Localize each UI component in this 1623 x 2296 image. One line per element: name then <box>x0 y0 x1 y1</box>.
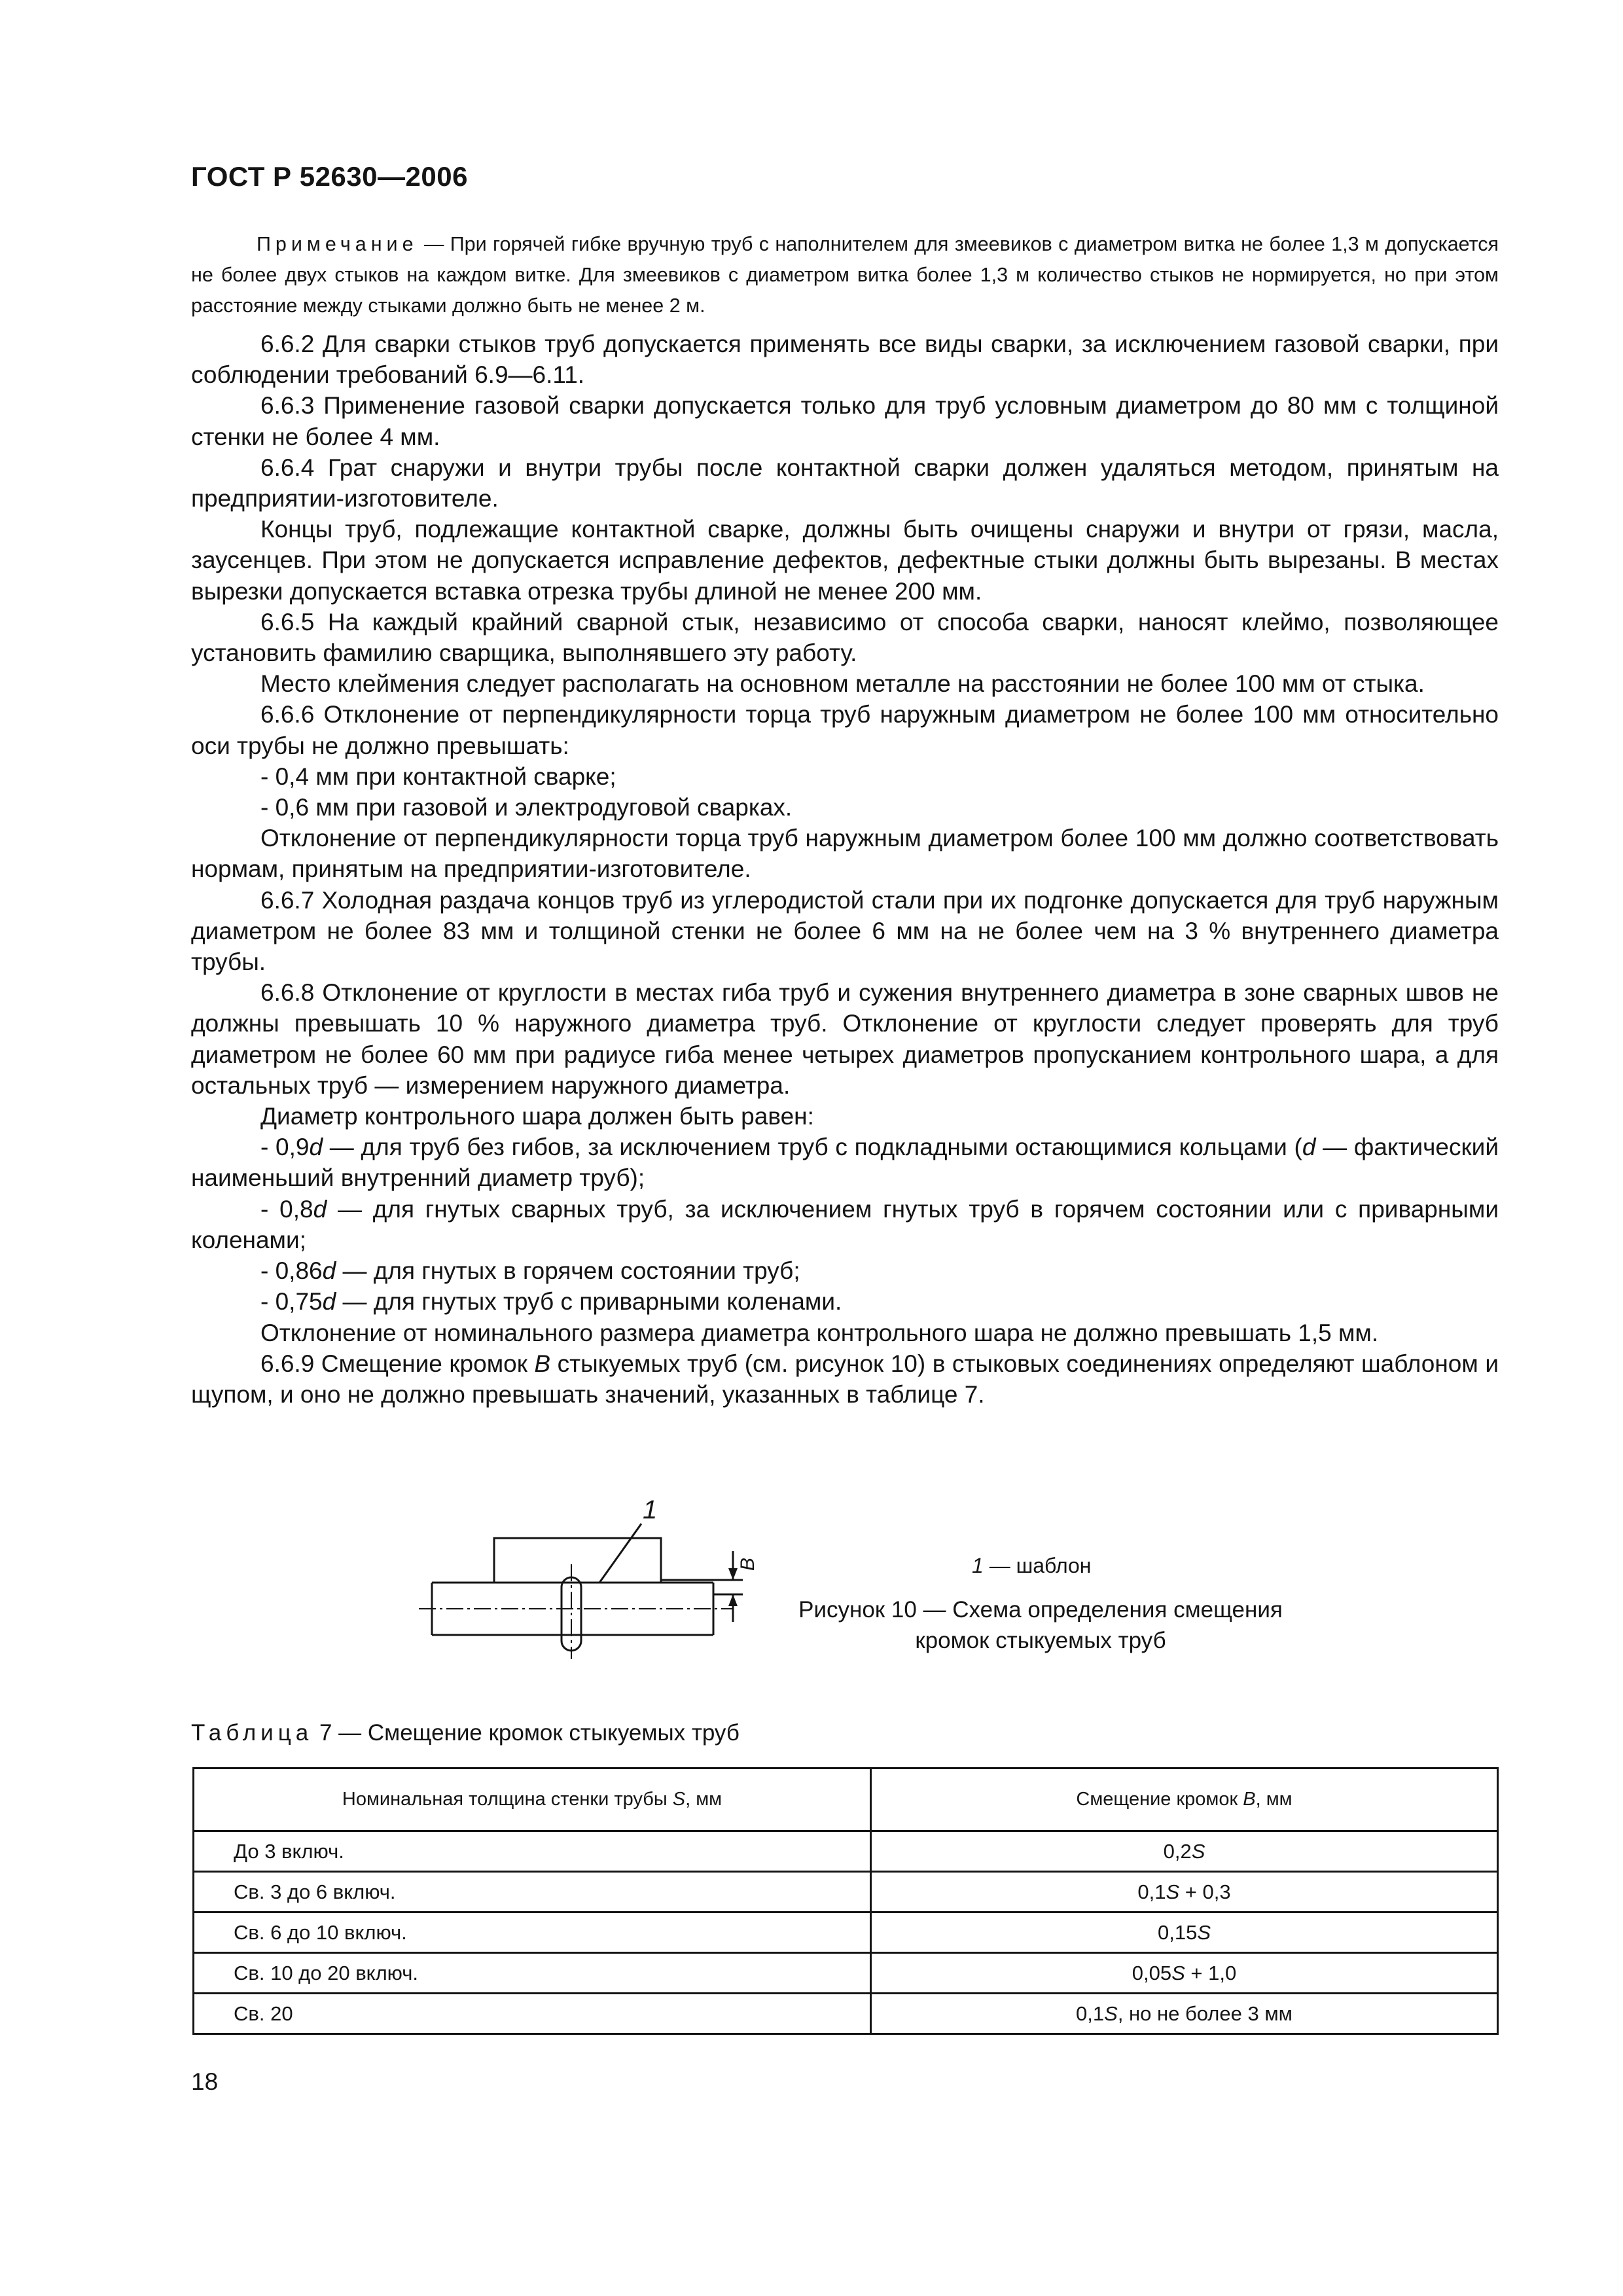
paragraph: 6.6.8 Отклонение от круглости в местах гиба труб и сужения внутреннего диаметра в зоне сварных швов не должны превышать 10 % наружного диаметра труб. Отклонение от круглости следует проверять для труб диаметром не более 60 мм при радиусе гиба менее четырех диаметров пропусканием контрольного шара, а для остальных труб — измерением наружного диаметра. <box>191 979 1499 1099</box>
body-text <box>191 329 1499 1410</box>
cell-thickness: Св. 20 <box>194 1994 871 2034</box>
table-row <box>194 1872 1498 1912</box>
table-row <box>194 1912 1498 1953</box>
cell-offset: 0,1S, но не более 3 мм <box>871 1994 1498 2034</box>
table-header-row <box>194 1768 1498 1831</box>
paragraph: 6.6.2 Для сварки стыков труб допускается применять все виды сварки, за исключением газовой сварки, при соблюдении требований 6.9—6.11. <box>191 331 1499 389</box>
cell-offset: 0,15S <box>871 1912 1498 1953</box>
cell-offset: 0,2S <box>871 1831 1498 1872</box>
paragraph: Место клеймения следует располагать на основном металле на расстоянии не более 100 мм от стыка. <box>260 670 1425 698</box>
paragraph: 6.6.5 На каждый крайний сварной стык, независимо от способа сварки, наносят клеймо, позволяющее установить фамилию сварщика, выполнявшего эту работу. <box>191 608 1499 667</box>
dimension-label-b: B <box>737 1557 758 1571</box>
dimension-arrow <box>728 1594 738 1606</box>
cell-thickness: Св. 3 до 6 включ. <box>194 1872 871 1912</box>
cell-thickness: До 3 включ. <box>194 1831 871 1872</box>
cell-thickness: Св. 10 до 20 включ. <box>194 1953 871 1994</box>
figure-legend: 1 — шаблон <box>972 1554 1092 1577</box>
paragraph: 6.6.6 Отклонение от перпендикулярности торца труб наружным диаметром не более 100 мм относительно оси трубы не должно превышать: <box>191 701 1499 759</box>
list-item: - 0,6 мм при газовой и электродуговой сварках. <box>260 794 793 821</box>
callout-leader <box>599 1524 641 1583</box>
note-block <box>191 229 1499 321</box>
list-item: - 0,4 мм при контактной сварке; <box>260 762 616 790</box>
table-title: Таблица 7 — Смещение кромок стыкуемых труб <box>191 1720 740 1746</box>
paragraph: 6.6.4 Грат снаружи и внутри трубы после контактной сварки должен удаляться методом, принятым на предприятии-изготовителе. <box>191 454 1499 512</box>
dimension-arrow <box>728 1568 738 1580</box>
figure-callout-1: 1 <box>643 1496 658 1524</box>
list-item: - 0,75d — для гнутых труб с приварными коленами. <box>260 1288 842 1316</box>
paragraph: Диаметр контрольного шара должен быть равен: <box>260 1103 814 1130</box>
pipe-template-diagram <box>406 1473 772 1662</box>
document-header: ГОСТ Р 52630—2006 <box>191 161 468 192</box>
paragraph: 6.6.7 Холодная раздача концов труб из углеродистой стали при их подгонке допускается для труб наружным диаметром не более 83 мм и толщиной стенки не более 6 мм на не более чем на 3 % внутреннего диаметра трубы. <box>191 886 1499 976</box>
list-item: - 0,8d — для гнутых сварных труб, за исключением гнутых труб в горячем состоянии или с приварными коленами; <box>191 1195 1499 1253</box>
table-row <box>194 1994 1498 2034</box>
list-item: - 0,86d — для гнутых в горячем состоянии труб; <box>260 1257 800 1285</box>
cell-offset: 0,1S + 0,3 <box>871 1872 1498 1912</box>
note-text: — При горячей гибке вручную труб с наполнителем для змеевиков с диаметром витка не более 1,3 м допускается не более двух стыков на каждом витке. Для змеевиков с диаметром витка более 1,3 м количество стыков не нормируется, но при этом расстояние между стыками должно быть не менее 2 м. <box>191 233 1499 317</box>
offset-table <box>192 1767 1499 2035</box>
paragraph: Концы труб, подлежащие контактной сварке, должны быть очищены снаружи и внутри от грязи, масла, заусенцев. При этом не допускается исправление дефектов, дефектные стыки должны быть вырезаны. В местах вырезки допускается вставка отрезка трубы длиной не менее 200 мм. <box>191 516 1499 605</box>
note-label: Примечание <box>257 233 418 255</box>
paragraph: Отклонение от номинального размера диаметра контрольного шара не должно превышать 1,5 мм. <box>260 1319 1379 1346</box>
list-item: - 0,9d — для труб без гибов, за исключением труб с подкладными остающимися кольцами (d — фактический наименьший внутренний диаметр труб); <box>191 1134 1499 1192</box>
paragraph: 6.6.9 Смещение кромок B стыкуемых труб (см. рисунок 10) в стыковых соединениях определяют шаблоном и щупом, и оно не должно превышать значений, указанных в таблице 7. <box>191 1350 1499 1408</box>
cell-offset: 0,05S + 1,0 <box>871 1953 1498 1994</box>
paragraph: 6.6.3 Применение газовой сварки допускается только для труб условным диаметром до 80 мм с толщиной стенки не более 4 мм. <box>191 392 1499 450</box>
cell-thickness: Св. 6 до 10 включ. <box>194 1912 871 1953</box>
col-header-offset: Смещение кромок B, мм <box>871 1768 1498 1831</box>
col-header-thickness: Номинальная толщина стенки трубы S, мм <box>194 1768 871 1831</box>
template-block <box>494 1538 661 1583</box>
table-row <box>194 1953 1498 1994</box>
paragraph: Отклонение от перпендикулярности торца труб наружным диаметром более 100 мм должно соответствовать нормам, принятым на предприятии-изготовителе. <box>191 825 1499 883</box>
page-number: 18 <box>191 2068 219 2095</box>
table-row <box>194 1831 1498 1872</box>
figure-caption: Рисунок 10 — Схема определения смещения кромок стыкуемых труб <box>798 1597 1283 1653</box>
